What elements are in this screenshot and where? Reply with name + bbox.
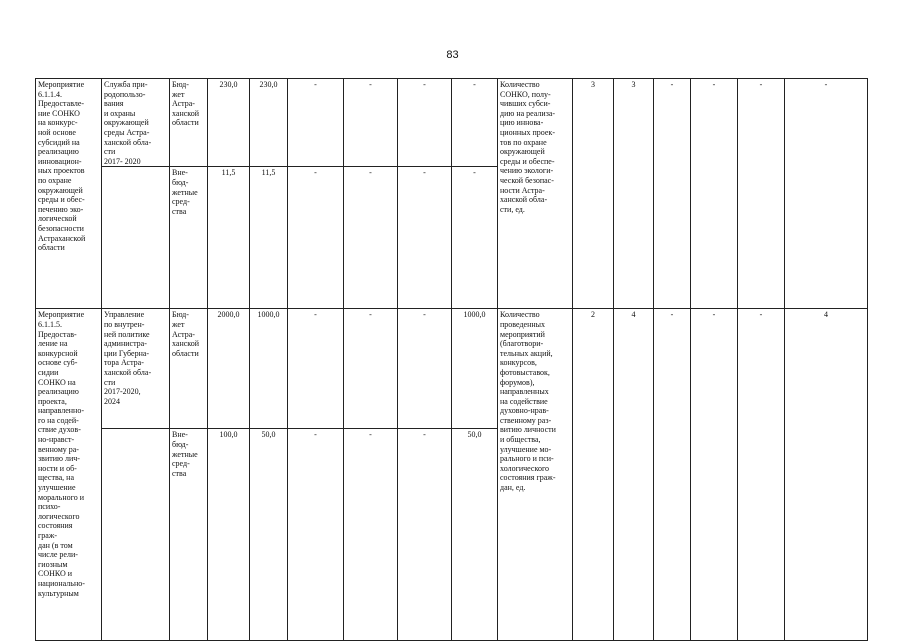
target-value-cell: 2 — [573, 309, 614, 641]
amount-total-cell: 2000,0 — [208, 309, 250, 429]
amount-year-cell: - — [288, 167, 344, 309]
amount-year-cell: - — [452, 167, 498, 309]
funding-source-cell: Вне- бюд- жетные сред- ства — [170, 167, 208, 309]
target-value-cell: - — [691, 309, 738, 641]
amount-year-cell: - — [344, 309, 398, 429]
target-value-cell: 3 — [573, 79, 614, 309]
event-name-cell: Мероприятие 6.1.1.5. Предостав- ление на конкурсной основе суб- сидии СОНКО на реализацию проекта, направленно- го на содей- ствие духов- но-нравст- венному ра- звитию лич- ности и об- щества, на улучшение морального и психо- логического состояния граж- дан (в том числе рели- гиозным СОНКО и национально- культурным — [36, 309, 102, 641]
table-row — [36, 79, 868, 167]
executor-cell: Служба при- родопользо- вания и охраны окружающей среды Астра- ханской обла- сти 2017- 2020 — [102, 79, 170, 167]
amount-total-cell: 230,0 — [208, 79, 250, 167]
amount-year-cell: - — [344, 167, 398, 309]
amount-year-cell: - — [288, 429, 344, 641]
amount-year-cell: - — [288, 79, 344, 167]
page-number: 83 — [446, 49, 459, 61]
table-row — [36, 309, 868, 429]
measures-table — [35, 78, 868, 641]
target-value-cell: - — [738, 309, 785, 641]
target-value-cell: - — [654, 309, 691, 641]
amount-year-cell: 50,0 — [250, 429, 288, 641]
executor-cell-empty — [102, 167, 170, 309]
funding-source-cell: Вне- бюд- жетные сред- ства — [170, 429, 208, 641]
amount-year-cell: - — [452, 79, 498, 167]
indicator-cell: Количество СОНКО, полу- чивших субси- дию на реализа- цию иннова- ционных проек- тов по охране окружающей среды и обеспе- чению экологи- ческой безопас- ности Астра- ханской обла- сти, ед. — [498, 79, 573, 309]
amount-year-cell: - — [344, 429, 398, 641]
amount-year-cell: 1000,0 — [250, 309, 288, 429]
funding-source-cell: Бюд- жет Астра- ханской области — [170, 309, 208, 429]
amount-year-cell: - — [398, 79, 452, 167]
target-value-cell: 3 — [614, 79, 654, 309]
amount-total-cell: 100,0 — [208, 429, 250, 641]
amount-year-cell: - — [344, 79, 398, 167]
indicator-cell: Количество проведенных мероприятий (благотвори- тельных акций, конкурсов, фотовыставок, форумов), направленных на содействие духовно-нрав- ственному раз- витию личности и общества, улучшение мо- рального и пси- хологического состояния граж- дан, ед. — [498, 309, 573, 641]
amount-year-cell: - — [288, 309, 344, 429]
amount-total-cell: 11,5 — [208, 167, 250, 309]
target-value-cell: 4 — [614, 309, 654, 641]
target-value-cell: - — [738, 79, 785, 309]
target-value-cell: - — [785, 79, 868, 309]
amount-year-cell: - — [398, 309, 452, 429]
target-value-cell: 4 — [785, 309, 868, 641]
amount-year-cell: - — [398, 429, 452, 641]
amount-year-cell: - — [398, 167, 452, 309]
executor-cell: Управление по внутрен- ней политике администра- ции Губерна- тора Астра- ханской обла- сти 2017-2020, 2024 — [102, 309, 170, 429]
amount-year-cell: 1000,0 — [452, 309, 498, 429]
event-name-cell: Мероприятие 6.1.1.4. Предоставле- ние СОНКО на конкурс- ной основе субсидий на реализацию инновацион- ных проектов по охране окружающей среды и обес- печению эко- логической безопасности Астраханской области — [36, 79, 102, 309]
target-value-cell: - — [691, 79, 738, 309]
executor-cell-empty — [102, 429, 170, 641]
amount-year-cell: 230,0 — [250, 79, 288, 167]
funding-source-cell: Бюд- жет Астра- ханской области — [170, 79, 208, 167]
target-value-cell: - — [654, 79, 691, 309]
amount-year-cell: 11,5 — [250, 167, 288, 309]
amount-year-cell: 50,0 — [452, 429, 498, 641]
